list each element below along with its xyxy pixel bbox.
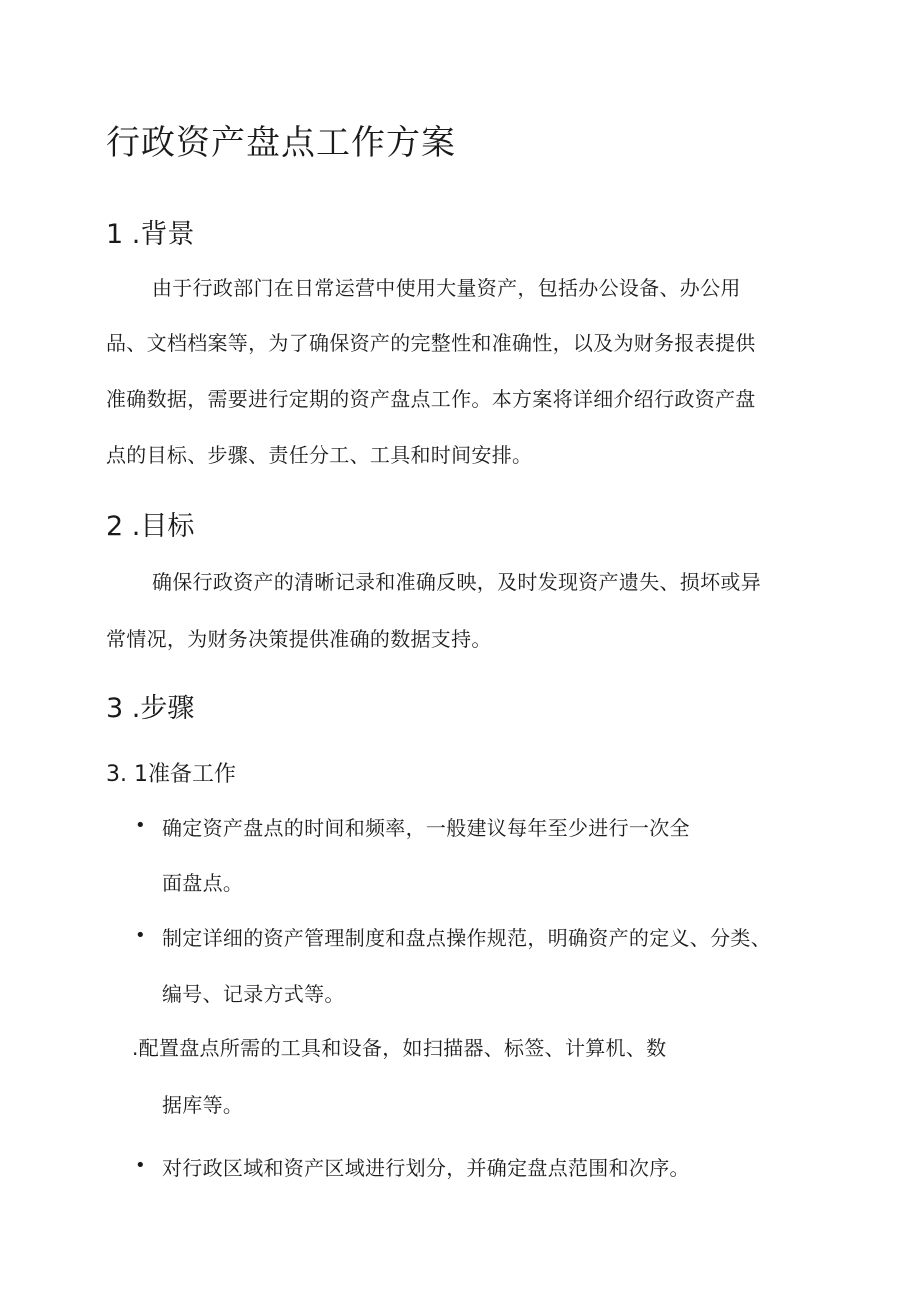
paragraph-line: 常情况，为财务决策提供准确的数据支持。 <box>106 627 492 651</box>
section-heading-steps: 3 .步骤 <box>106 693 195 724</box>
list-item-line: 编号、记录方式等。 <box>162 982 345 1006</box>
section-heading-background: 1 .背景 <box>106 219 195 250</box>
list-item-line: 确定资产盘点的时间和频率，一般建议每年至少进行一次全 <box>162 816 690 840</box>
list-item-line: 制定详细的资产管理制度和盘点操作规范，明确资产的定义、分类、 <box>162 926 771 950</box>
section-heading-goal: 2 .目标 <box>106 511 195 542</box>
list-item-line: 据库等。 <box>162 1093 244 1117</box>
document-title: 行政资产盘点工作方案 <box>106 123 456 163</box>
list-item-line: .配置盘点所需的工具和设备，如扫描器、标签、计算机、数 <box>132 1036 667 1060</box>
paragraph-line: 点的目标、步骤、责任分工、工具和时间安排。 <box>106 443 533 467</box>
bullet-marker: • <box>135 1155 146 1176</box>
paragraph-line: 准确数据，需要进行定期的资产盘点工作。本方案将详细介绍行政资产盘 <box>106 387 756 411</box>
paragraph-line: 确保行政资产的清晰记录和准确反映，及时发现资产遗失、损坏或异 <box>152 570 761 594</box>
bullet-marker: • <box>135 815 146 836</box>
paragraph-line: 品、文档档案等，为了确保资产的完整性和准确性，以及为财务报表提供 <box>106 331 756 355</box>
list-item-line: 对行政区域和资产区域进行划分，并确定盘点范围和次序。 <box>162 1156 690 1180</box>
list-item-line: 面盘点。 <box>162 871 244 895</box>
bullet-marker: • <box>135 925 146 946</box>
subsection-heading-preparation: 3. 1准备工作 <box>106 762 236 787</box>
paragraph-line: 由于行政部门在日常运营中使用大量资产，包括办公设备、办公用 <box>152 276 741 300</box>
